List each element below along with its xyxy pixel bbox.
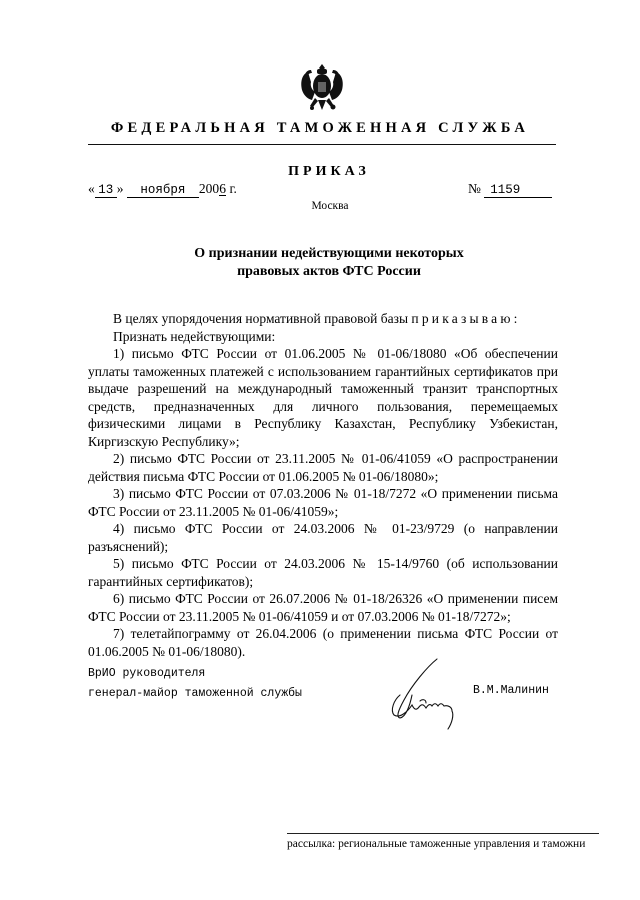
signatory-name: В.М.Малинин [473, 684, 549, 697]
order-number [468, 181, 552, 198]
list-item: 4) письмо ФТС России от 24.03.2006 № 01-23/9729 (о направлении разъяснений); [88, 521, 558, 554]
signatory-position [88, 664, 302, 704]
footer-divider [287, 833, 599, 834]
date-year-prefix: 200 [198, 181, 220, 196]
city: Москва [311, 200, 349, 212]
number-value: 1159 [484, 184, 552, 198]
preamble [88, 310, 558, 328]
date-day: 13 [95, 184, 117, 198]
order-body [88, 310, 558, 660]
date-year-suffix: 6 [219, 181, 226, 196]
agency-name: ФЕДЕРАЛЬНАЯ ТАМОЖЕННАЯ СЛУЖБА [110, 120, 530, 136]
number-label: № [468, 181, 481, 196]
order-subject [0, 245, 640, 281]
position-line-2: генерал-майор таможенной службы [88, 687, 302, 700]
recognize-statement: Признать недействующими: [113, 328, 276, 344]
preamble-command: приказываю: [411, 311, 521, 326]
preamble-text: В целях упорядочения нормативной правовой базы [113, 311, 412, 326]
distribution-list: рассылка: региональные таможенные управления и таможни [287, 838, 586, 850]
header-divider [88, 144, 556, 145]
list-item: 2) письмо ФТС России от 23.11.2005 № 01-06/41059 «О распространении действия письма ФТС России от 01.06.2005 № 01-06/18080»; [88, 451, 558, 484]
date-month: ноября [127, 184, 199, 198]
document-type: ПРИКАЗ [288, 164, 370, 179]
list-item: 7) телетайпограмму от 26.04.2006 (о применении письма ФТС России от 01.06.2005 № 01-06/18080). [88, 626, 558, 659]
list-item: 1) письмо ФТС России от 01.06.2005 № 01-06/18080 «Об обеспечении уплаты таможенных платежей с использованием гарантийных сертификатов при выдаче разрешений на международный таможенный транзит транспортных средств, предназначенных для личного пользования, перемещаемых физическими лицами в Республику Казахстан, Республику Узбекистан, Киргизскую Республику»; [88, 346, 558, 449]
list-item: 3) письмо ФТС России от 07.03.2006 № 01-18/7272 «О применении письма ФТС России от 23.11.2005 № 01-06/41059»; [88, 486, 558, 519]
order-date [88, 181, 237, 198]
handwritten-signature-icon [382, 655, 472, 735]
subject-line-2: правовых актов ФТС России [237, 264, 421, 279]
date-open-quote: « [88, 181, 95, 196]
subject-line-1: О признании недействующими некоторых [194, 246, 464, 261]
list-item: 6) письмо ФТС России от 26.07.2006 № 01-18/26326 «О применении писем ФТС России от 23.11.2005 № 01-06/41059 и от 07.03.2006 № 01-18/7272»; [88, 591, 558, 624]
list-item: 5) письмо ФТС России от 24.03.2006 № 15-14/9760 (об использовании гарантийных сертификатов); [88, 556, 558, 589]
position-line-1: ВрИО руководителя [88, 667, 206, 680]
date-year-unit: г. [229, 181, 237, 196]
date-close-quote: » [116, 181, 124, 196]
russian-coat-of-arms-icon [299, 62, 345, 114]
